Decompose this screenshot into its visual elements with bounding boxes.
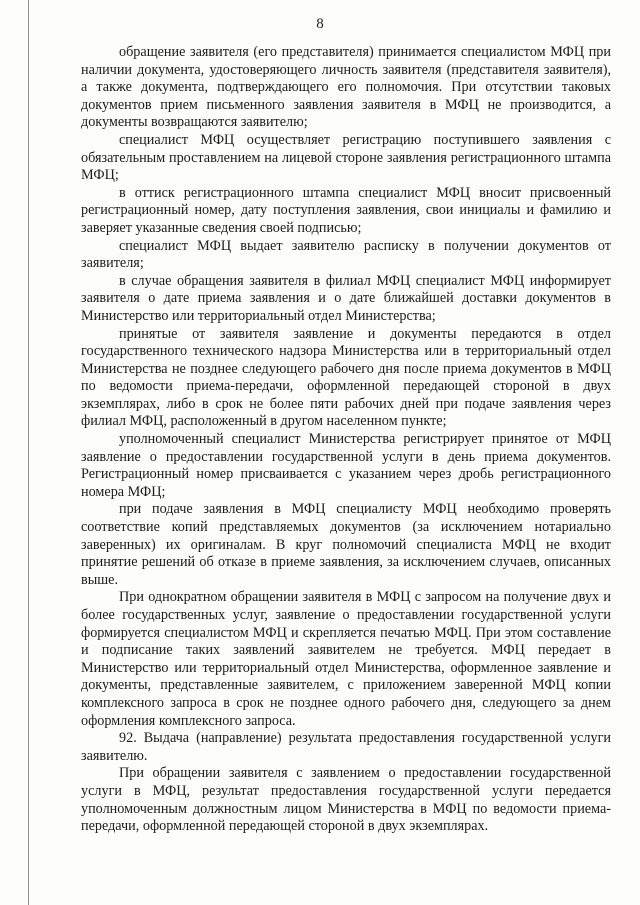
scan-margin-line xyxy=(28,0,29,905)
paragraph: при подаче заявления в МФЦ специалисту МФЦ необходимо проверять соответствие копий представляемых документов (за исключением нотариально заверенных) их оригиналам. В круг полномочий специалиста МФЦ не входит принятие решений об отказе в приеме заявления, за исключением случаев, описанных выше. xyxy=(81,501,611,588)
paragraph: При однократном обращении заявителя в МФЦ с запросом на получение двух и более государственных услуг, заявление о предоставлении государственной услуги формируется специалистом МФЦ и скрепляется печатью МФЦ. При этом составление и подписание таких заявлений заявителем не требуется. МФЦ передает в Министерство или территориальный отдел Министерства, оформленное заявление и документы, представленные заявителем, с приложением заверенной МФЦ копии комплексного запроса в срок не позднее одного рабочего дня, следующего за днем оформления комплексного запроса. xyxy=(81,589,611,729)
paragraph: в оттиск регистрационного штампа специалист МФЦ вносит присвоенный регистрационный номер, дату поступления заявления, свои инициалы и фамилию и заверяет указанные сведения своей подписью; xyxy=(81,184,611,236)
paragraph: принятые от заявителя заявление и документы передаются в отдел государственного технического надзора Министерства или в территориальный отдел Министерства не позднее следующего рабочего дня после приема документов в МФЦ по ведомости приема-передачи, оформленной передающей стороной в двух экземплярах, либо в срок не более пяти рабочих дней при подаче заявления через филиал МФЦ, расположенный в другом населенном пункте; xyxy=(81,325,611,430)
section-heading-92: 92. Выдача (направление) результата предоставления государственной услуги заявителю. xyxy=(81,730,611,764)
paragraph: уполномоченный специалист Министерства регистрирует принятое от МФЦ заявление о предоставлении государственной услуги в день приема документов. Регистрационный номер присваивается с указанием через дробь регистрационного номера МФЦ; xyxy=(81,431,611,500)
paragraph: специалист МФЦ осуществляет регистрацию поступившего заявления с обязательным проставлением на лицевой стороне заявления регистрационного штампа МФЦ; xyxy=(81,131,611,184)
page-number: 8 xyxy=(316,16,324,32)
paragraph: При обращении заявителя с заявлением о предоставлении государственной услуги в МФЦ, результат предоставления государственной услуги передается уполномоченным должностным лицом Министерства в МФЦ по ведомости приема-передачи, оформленной передающей стороной в двух экземплярах. xyxy=(81,765,611,835)
document-body xyxy=(81,44,611,836)
paragraph: специалист МФЦ выдает заявителю расписку в получении документов от заявителя; xyxy=(81,237,611,272)
paragraph: в случае обращения заявителя в филиал МФЦ специалист МФЦ информирует заявителя о дате приема заявления и о дате ближайшей доставки документов в Министерство или территориальный отдел Министерства; xyxy=(81,272,611,324)
paragraph: обращение заявителя (его представителя) принимается специалистом МФЦ при наличии документа, удостоверяющего личность заявителя (представителя заявителя), а также документа, подтверждающего его полномочия. При отсутствии таковых документов прием письменного заявления заявителя в МФЦ не производится, а документы возвращаются заявителю; xyxy=(81,44,611,131)
